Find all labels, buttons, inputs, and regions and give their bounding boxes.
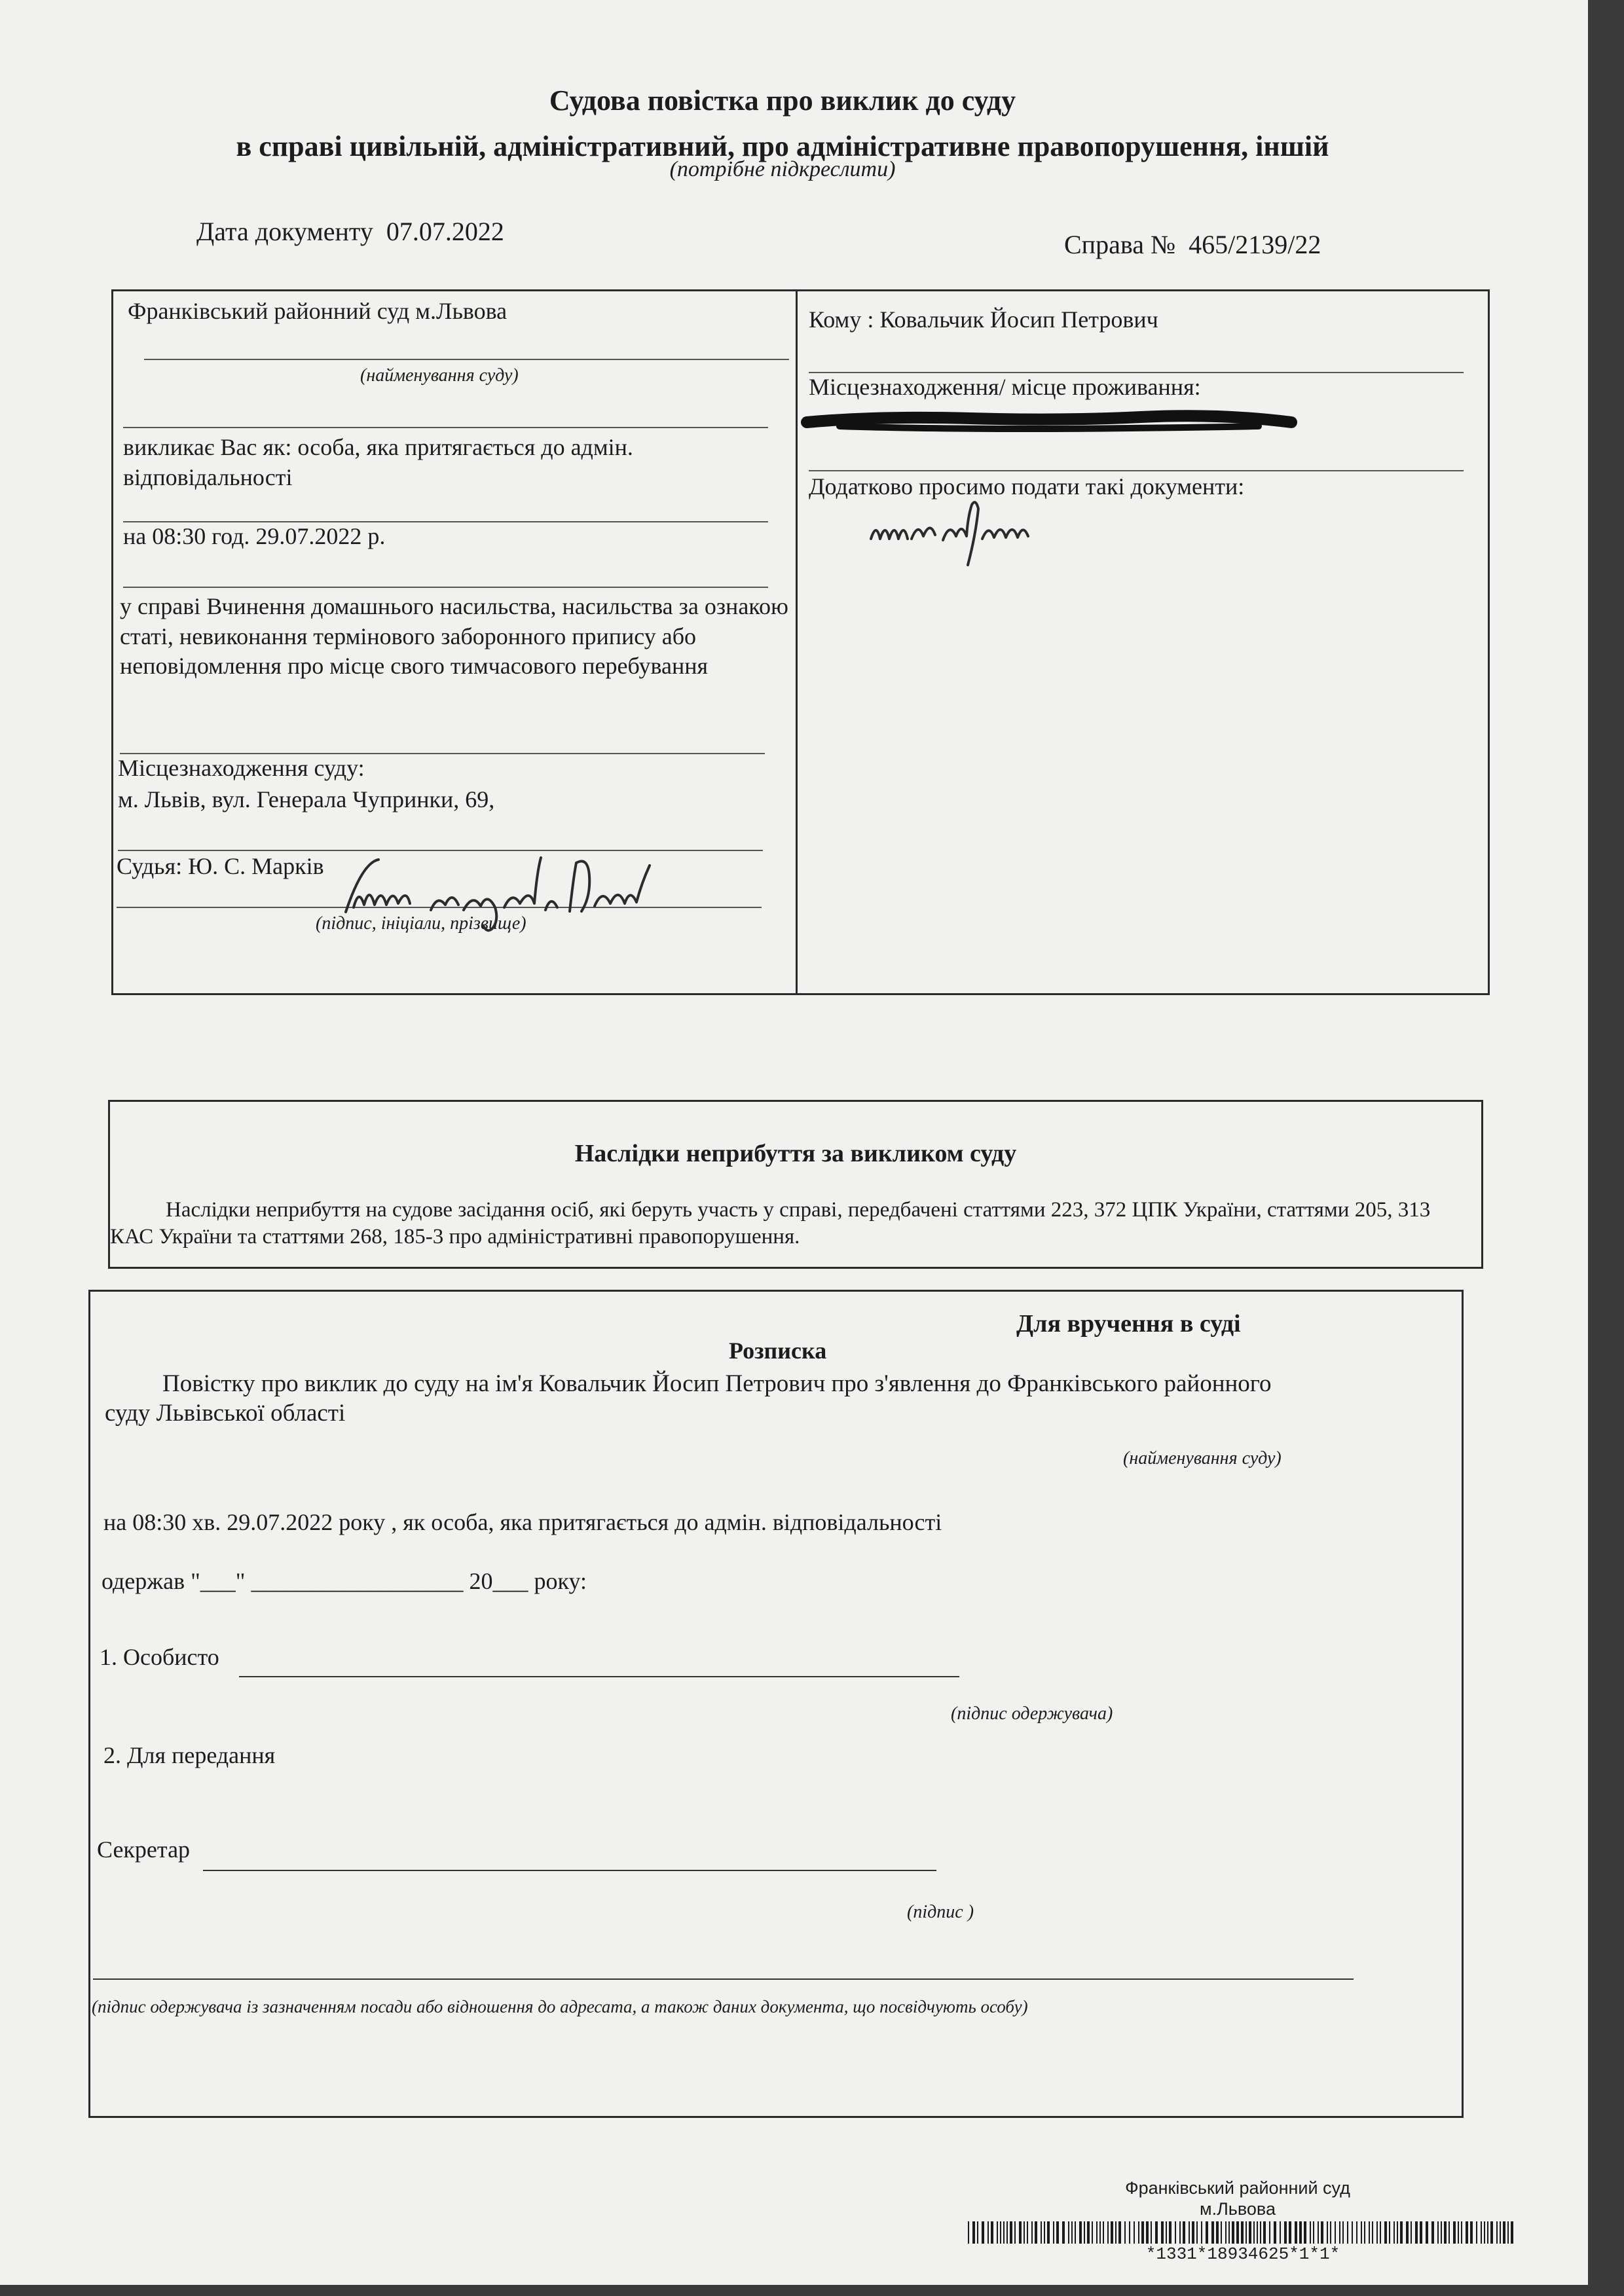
title-line-1: Судова повістка про виклик до суду (549, 84, 1016, 117)
receipt-time-line: на 08:30 хв. 29.07.2022 року , як особа, яка притягається до адмін. відповідальності (103, 1509, 942, 1535)
case-subject: у справі Вчинення домашнього насильства, насильства за ознакою статі, невиконання термінового заборонного припису або неповідомлення про місце свого тимчасового перебування (120, 593, 788, 680)
court-name-caption: (найменування суду) (360, 365, 519, 386)
summons-box-divider (796, 289, 798, 995)
document-date (196, 215, 504, 249)
barcode-number: *1331*18934625*1*1* (1145, 2244, 1340, 2264)
redaction-mark (800, 403, 1298, 442)
consequences-title: Наслідки неприбуття за викликом суду (574, 1140, 1017, 1167)
bottom-signature-line (93, 1978, 1354, 1980)
recipient-signature-caption: (підпис одержувача) (951, 1704, 1113, 1724)
secretary-signature-caption: (підпис ) (907, 1902, 974, 1922)
handwritten-documents-note (866, 501, 1062, 579)
personally-label: 1. Особисто (100, 1644, 219, 1670)
receipt-title: Розписка (729, 1338, 827, 1364)
court-name-underline (144, 359, 789, 360)
for-court-delivery: Для вручення в суді (1016, 1310, 1241, 1338)
barcode (968, 2221, 1518, 2244)
consequences-text: Наслідки неприбуття на судове засідання осіб, які беруть участь у справі, передбачені статтями 223, 372 ЦПК України, статтями 205, 313 КАС України та статтями 268, 185-3 про адміністративні правопорушення. (110, 1198, 1431, 1249)
bottom-signature-caption: (підпис одержувача із зазначенням посади або відношення до адресата, а також даних документа, що посвідчують особу) (92, 1997, 1028, 2016)
title-note: (потрібне підкреслити) (669, 157, 896, 181)
judge-name: Судья: Ю. С. Марків (117, 853, 324, 879)
footer-court-line-2: м.Львова (1200, 2199, 1276, 2219)
receipt-text-line-2: суду Львівської області (105, 1400, 346, 1427)
recipient: Кому : Ковальчик Йосип Петрович (809, 306, 1158, 333)
personally-signature-line (239, 1676, 959, 1677)
court-location: м. Львів, вул. Генерала Чупринки, 69, (118, 786, 495, 812)
received-date-line: одержав "___" __________________ 20___ року: (101, 1568, 587, 1594)
receipt-court-caption: (найменування суду) (1123, 1448, 1282, 1468)
document-date-label: Дата документу (196, 217, 373, 246)
summons-as: викликає Вас як: особа, яка притягається до адмін. відповідальності (123, 434, 633, 491)
case-number (1064, 228, 1321, 262)
address-label: Місцезнаходження/ місце проживання: (809, 374, 1201, 400)
footer-court (1008, 2178, 1467, 2220)
divider-line (123, 427, 768, 428)
hearing-time: на 08:30 год. 29.07.2022 р. (123, 523, 386, 549)
judge-signature (333, 850, 686, 935)
divider-line (123, 587, 768, 588)
judge-signature-caption: (підпис, ініціали, прізвище) (316, 913, 526, 934)
document-date-value: 07.07.2022 (386, 217, 504, 246)
footer-court-line-1: Франківський районний суд (1125, 2178, 1350, 2198)
documents-label: Додатково просимо подати такі документи: (809, 473, 1245, 500)
title-line-2: в справі цивільній, адміністративний, про адміністративне правопорушення, іншій (236, 130, 1329, 162)
secretary-label: Секретар (97, 1836, 191, 1863)
case-number-value: 465/2139/22 (1189, 230, 1321, 259)
receipt-text-line-1: Повістку про виклик до суду на ім'я Ковальчик Йосип Петрович про з'явлення до Франківського районного (162, 1370, 1272, 1397)
case-number-label: Справа № (1064, 230, 1176, 259)
court-location-label: Місцезнаходження суду: (118, 755, 365, 781)
transfer-label: 2. Для передання (103, 1742, 276, 1768)
secretary-signature-line (203, 1870, 936, 1871)
court-name: Франківський районний суд м.Львова (128, 298, 507, 324)
